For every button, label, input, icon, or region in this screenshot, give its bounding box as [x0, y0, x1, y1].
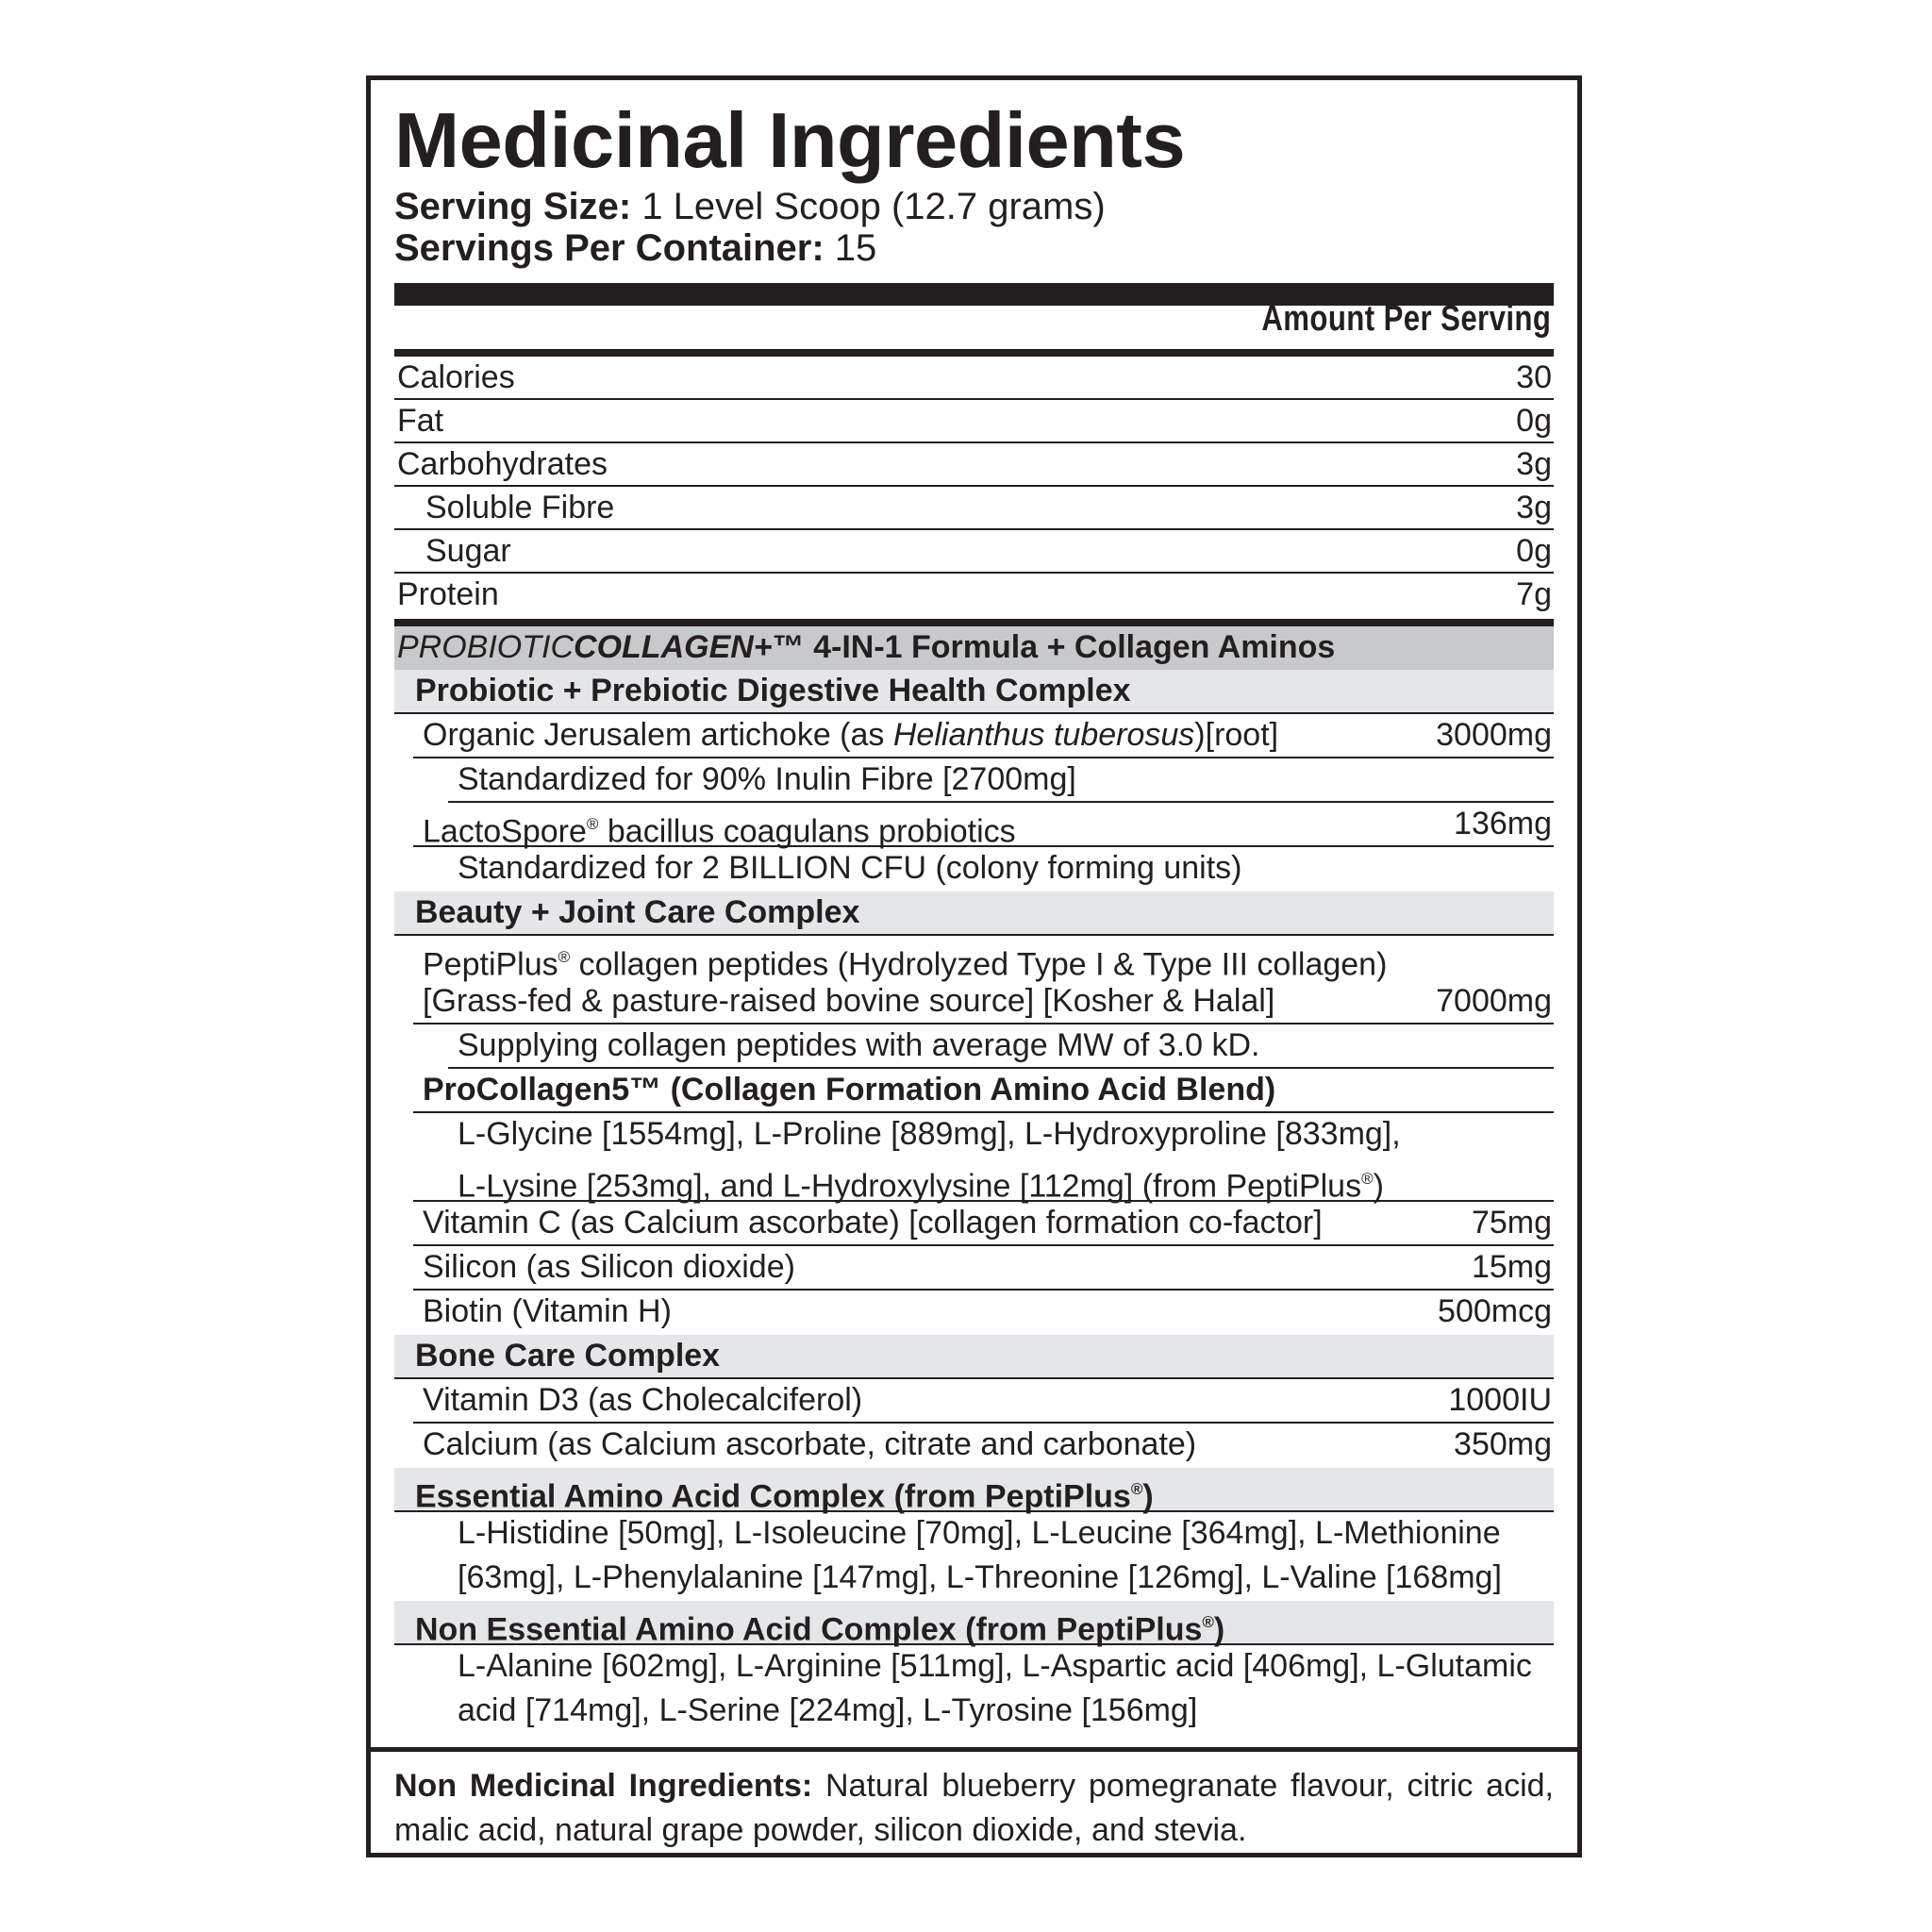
serving-info	[394, 186, 1106, 269]
non-medicinal-ingredients: Non Medicinal Ingredients: Natural blueberry pomegranate flavour, citric acid, malic acid, natural grape powder, silicon dioxide, and stevia.	[394, 1768, 1554, 1848]
servings-per-container: Servings Per Container: 15	[394, 227, 877, 269]
ingredient-silicon: Silicon (as Silicon dioxide) 15mg	[413, 1246, 1554, 1291]
ingredient-mw-note: Supplying collagen peptides with average MW of 3.0 kD.	[448, 1024, 1554, 1069]
divider-medium	[394, 349, 1554, 357]
supplement-facts-panel	[366, 75, 1582, 1857]
ingredient-artichoke: Organic Jerusalem artichoke (as Helianthus tuberosus)[root] 3000mg	[413, 714, 1554, 758]
ingredient-inulin-note: Standardized for 90% Inulin Fibre [2700mg]	[448, 758, 1554, 803]
ingredient-calcium: Calcium (as Calcium ascorbate, citrate and carbonate) 350mg	[423, 1426, 1552, 1462]
ingredient-vitamin-c: Vitamin C (as Calcium ascorbate) [collagen formation co-factor] 75mg	[413, 1202, 1554, 1246]
essential-amino-list: L-Histidine [50mg], L-Isoleucine [70mg], L-Leucine [364mg], L-Methionine [63mg], L-Phenylalanine [147mg], L-Threonine [126mg], L-Valine [168mg]	[458, 1515, 1502, 1595]
section-header-nonessential-amino: Non Essential Amino Acid Complex (from PeptiPlus®)	[394, 1601, 1554, 1645]
ingredient-procollagen5: ProCollagen5™ (Collagen Formation Amino Acid Blend)	[413, 1069, 1554, 1113]
section-header-beauty: Beauty + Joint Care Complex	[394, 891, 1554, 936]
formula-header: PROBIOTICCOLLAGEN+™ 4-IN-1 Formula + Collagen Aminos	[394, 626, 1554, 670]
nutrition-row-calories: Calories 30	[394, 357, 1554, 400]
panel-title: Medicinal Ingredients	[394, 96, 1186, 184]
ingredient-peptiplus: PeptiPlus® collagen peptides (Hydrolyzed Type I & Type III collagen) [Grass-fed & pasture-raised bovine source] [Kosher & Halal] 7000mg	[413, 936, 1554, 1024]
divider-medium	[394, 619, 1554, 626]
divider-non-medicinal-inner	[371, 1750, 1577, 1752]
nonessential-amino-list: L-Alanine [602mg], L-Arginine [511mg], L-Aspartic acid [406mg], L-Glutamic acid [714mg], L-Serine [224mg], L-Tyrosine [156mg]	[458, 1648, 1532, 1728]
serving-size: Serving Size: 1 Level Scoop (12.7 grams)	[394, 186, 1106, 227]
ingredient-biotin: Biotin (Vitamin H) 500mcg	[423, 1293, 1552, 1329]
section-header-digestive: Probiotic + Prebiotic Digestive Health Complex	[394, 670, 1554, 714]
nutrition-row-carbohydrates: Carbohydrates 3g	[394, 443, 1554, 487]
nutrition-row-protein: Protein 7g	[397, 576, 1552, 612]
nutrition-row-soluble-fibre: Soluble Fibre 3g	[394, 487, 1554, 530]
ingredient-lactospore: LactoSpore® bacillus coagulans probiotics 136mg	[413, 803, 1554, 847]
section-header-bone: Bone Care Complex	[394, 1335, 1554, 1379]
amount-per-serving-header: Amount Per Serving	[1261, 299, 1551, 339]
nutrition-row-fat: Fat 0g	[394, 400, 1554, 443]
procollagen-amino-list: L-Glycine [1554mg], L-Proline [889mg], L-Hydroxyproline [833mg], L-Lysine [253mg], and L-Hydroxylysine [112mg] (from PeptiPlus®)	[413, 1113, 1554, 1202]
ingredient-vitamin-d3: Vitamin D3 (as Cholecalciferol) 1000IU	[413, 1379, 1554, 1424]
section-header-essential-amino: Essential Amino Acid Complex (from PeptiPlus®)	[394, 1468, 1554, 1512]
ingredient-cfu-note: Standardized for 2 BILLION CFU (colony forming units)	[458, 850, 1242, 886]
nutrition-row-sugar: Sugar 0g	[394, 530, 1554, 574]
